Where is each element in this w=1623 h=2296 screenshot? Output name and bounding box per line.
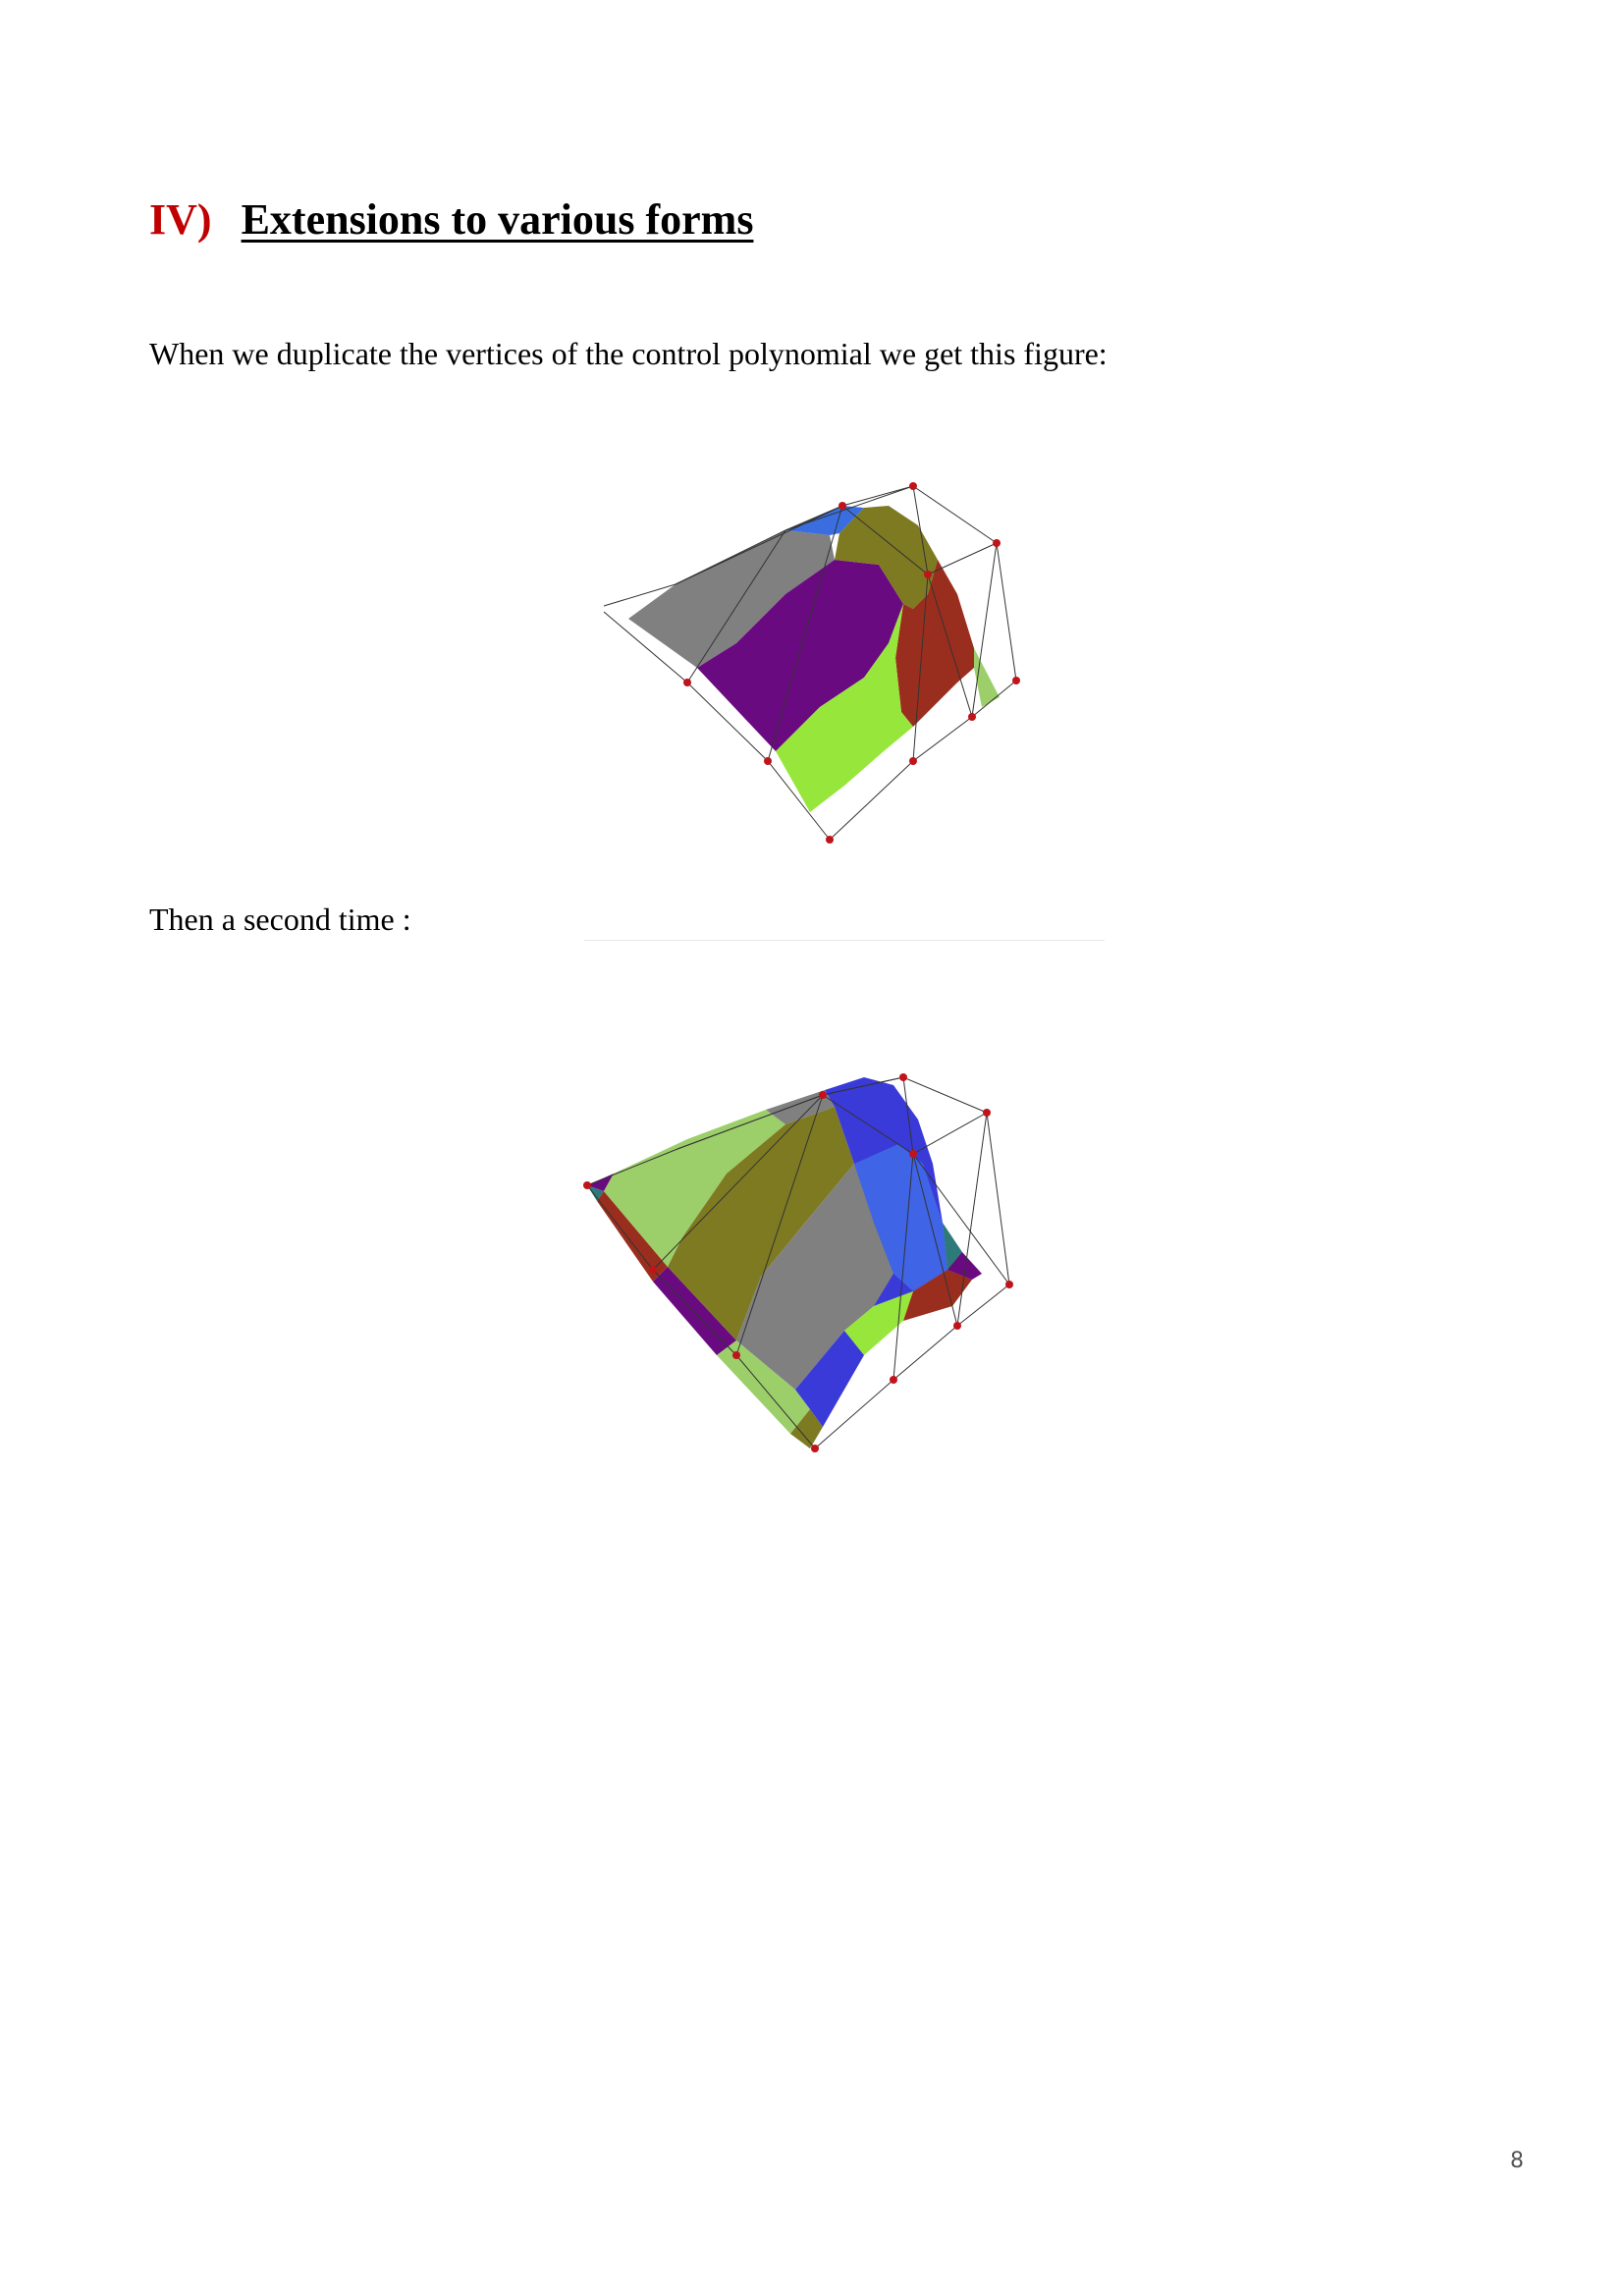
surface-figure-2-svg [569, 1016, 1021, 1458]
surface-figure-2 [569, 1016, 1021, 1458]
surface-figure-1 [589, 447, 1041, 879]
paragraph-second: Then a second time : [149, 902, 411, 937]
section-title: Extensions to various forms [241, 195, 754, 244]
paragraph-first: When we duplicate the vertices of the control polynomial we get this figure: [149, 336, 1108, 371]
surface-figure-1-svg [589, 447, 1041, 879]
faint-divider [584, 940, 1105, 941]
section-number: IV) [149, 195, 212, 244]
section-heading [149, 194, 753, 245]
page-number: 8 [1510, 2149, 1524, 2173]
